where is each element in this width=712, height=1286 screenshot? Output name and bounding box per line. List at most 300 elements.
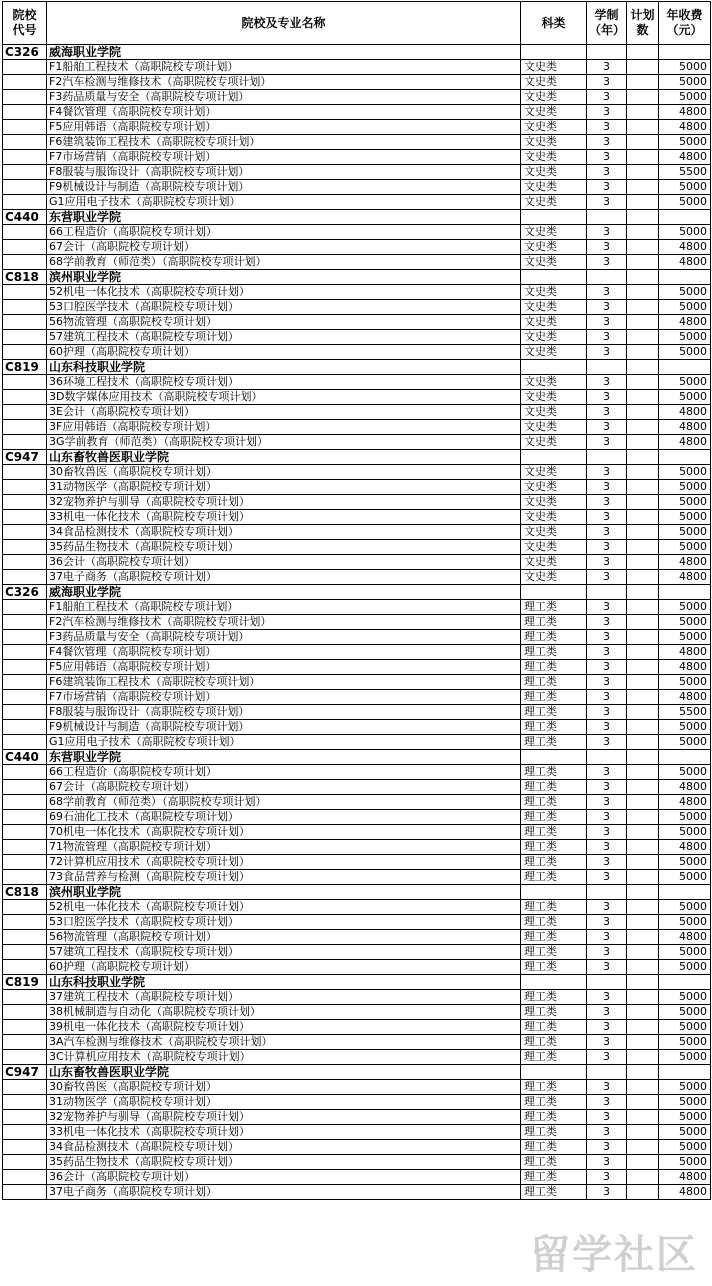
major-row: [3, 1140, 711, 1155]
major-years: 3: [587, 1185, 627, 1200]
major-type: 文史类: [521, 540, 587, 555]
years-cell-empty: [587, 975, 627, 990]
major-years: 3: [587, 150, 627, 165]
major-type: 理工类: [521, 630, 587, 645]
code-cell-empty: [3, 1095, 47, 1110]
major-plan: [627, 675, 659, 690]
major-fee: 5000: [659, 765, 711, 780]
fee-cell-empty: [659, 450, 711, 465]
major-fee: 5000: [659, 1095, 711, 1110]
major-name: 3G学前教育（师范类）（高职院校专项计划）: [47, 435, 521, 450]
major-fee: 5000: [659, 1050, 711, 1065]
school-name: 山东科技职业学院: [47, 975, 521, 990]
major-plan: [627, 555, 659, 570]
major-plan: [627, 1185, 659, 1200]
major-years: 3: [587, 900, 627, 915]
admission-plan-table: [2, 1, 711, 1200]
major-years: 3: [587, 765, 627, 780]
major-plan: [627, 930, 659, 945]
major-row: [3, 795, 711, 810]
major-plan: [627, 255, 659, 270]
major-fee: 4800: [659, 1185, 711, 1200]
major-plan: [627, 810, 659, 825]
major-plan: [627, 510, 659, 525]
major-years: 3: [587, 1095, 627, 1110]
major-name: 66工程造价（高职院校专项计划）: [47, 225, 521, 240]
code-cell-empty: [3, 405, 47, 420]
major-type: 文史类: [521, 90, 587, 105]
major-name: 34食品检测技术（高职院校专项计划）: [47, 1140, 521, 1155]
major-plan: [627, 135, 659, 150]
major-fee: 5500: [659, 705, 711, 720]
major-name: 3C计算机应用技术（高职院校专项计划）: [47, 1050, 521, 1065]
major-name: 60护理（高职院校专项计划）: [47, 345, 521, 360]
code-cell-empty: [3, 1005, 47, 1020]
major-years: 3: [587, 720, 627, 735]
major-fee: 5000: [659, 990, 711, 1005]
major-type: 理工类: [521, 1050, 587, 1065]
major-name: G1应用电子技术（高职院校专项计划）: [47, 195, 521, 210]
school-row: [3, 360, 711, 375]
major-years: 3: [587, 615, 627, 630]
major-plan: [627, 240, 659, 255]
major-row: [3, 645, 711, 660]
code-cell-empty: [3, 960, 47, 975]
major-fee: 5000: [659, 330, 711, 345]
major-plan: [627, 285, 659, 300]
major-row: [3, 720, 711, 735]
major-name: F8服装与服饰设计（高职院校专项计划）: [47, 165, 521, 180]
major-type: 文史类: [521, 420, 587, 435]
major-type: 文史类: [521, 195, 587, 210]
code-cell-empty: [3, 945, 47, 960]
code-cell-empty: [3, 120, 47, 135]
code-cell-empty: [3, 195, 47, 210]
type-cell-empty: [521, 45, 587, 60]
major-row: [3, 1185, 711, 1200]
code-cell-empty: [3, 1170, 47, 1185]
code-cell-empty: [3, 1140, 47, 1155]
fee-cell-empty: [659, 975, 711, 990]
major-row: [3, 105, 711, 120]
code-cell-empty: [3, 795, 47, 810]
major-type: 理工类: [521, 765, 587, 780]
major-plan: [627, 330, 659, 345]
major-years: 3: [587, 330, 627, 345]
major-row: [3, 255, 711, 270]
major-plan: [627, 870, 659, 885]
code-cell-empty: [3, 660, 47, 675]
major-plan: [627, 735, 659, 750]
major-years: 3: [587, 300, 627, 315]
school-name: 东营职业学院: [47, 210, 521, 225]
school-code: C947: [3, 450, 47, 465]
major-type: 文史类: [521, 255, 587, 270]
school-code: C326: [3, 585, 47, 600]
major-years: 3: [587, 345, 627, 360]
major-name: 67会计（高职院校专项计划）: [47, 240, 521, 255]
major-row: [3, 990, 711, 1005]
major-name: 37电子商务（高职院校专项计划）: [47, 1185, 521, 1200]
major-row: [3, 1125, 711, 1140]
major-years: 3: [587, 945, 627, 960]
major-type: 理工类: [521, 1005, 587, 1020]
major-fee: 5000: [659, 735, 711, 750]
code-cell-empty: [3, 1035, 47, 1050]
major-years: 3: [587, 855, 627, 870]
major-name: 31动物医学（高职院校专项计划）: [47, 1095, 521, 1110]
major-name: 56物流管理（高职院校专项计划）: [47, 315, 521, 330]
major-name: 52机电一体化技术（高职院校专项计划）: [47, 285, 521, 300]
major-fee: 4800: [659, 1170, 711, 1185]
major-fee: 4800: [659, 690, 711, 705]
major-type: 文史类: [521, 525, 587, 540]
major-fee: 5000: [659, 1155, 711, 1170]
major-years: 3: [587, 165, 627, 180]
school-code: C819: [3, 975, 47, 990]
code-cell-empty: [3, 930, 47, 945]
code-cell-empty: [3, 1155, 47, 1170]
major-years: 3: [587, 390, 627, 405]
major-type: 文史类: [521, 225, 587, 240]
code-cell-empty: [3, 165, 47, 180]
major-row: [3, 705, 711, 720]
major-type: 理工类: [521, 840, 587, 855]
major-years: 3: [587, 60, 627, 75]
code-cell-empty: [3, 375, 47, 390]
major-name: F9机械设计与制造（高职院校专项计划）: [47, 720, 521, 735]
code-cell-empty: [3, 315, 47, 330]
major-type: 文史类: [521, 315, 587, 330]
school-code: C818: [3, 885, 47, 900]
major-plan: [627, 390, 659, 405]
major-years: 3: [587, 960, 627, 975]
school-name: 滨州职业学院: [47, 885, 521, 900]
major-years: 3: [587, 990, 627, 1005]
major-fee: 5000: [659, 300, 711, 315]
major-fee: 5000: [659, 1125, 711, 1140]
code-cell-empty: [3, 690, 47, 705]
major-type: 文史类: [521, 510, 587, 525]
school-row: [3, 585, 711, 600]
major-row: [3, 495, 711, 510]
major-name: 68学前教育（师范类）（高职院校专项计划）: [47, 795, 521, 810]
major-type: 理工类: [521, 1125, 587, 1140]
fee-cell-empty: [659, 210, 711, 225]
major-row: [3, 840, 711, 855]
major-type: 文史类: [521, 390, 587, 405]
major-fee: 5000: [659, 1140, 711, 1155]
major-fee: 5000: [659, 480, 711, 495]
major-years: 3: [587, 645, 627, 660]
major-row: [3, 825, 711, 840]
major-name: 31动物医学（高职院校专项计划）: [47, 480, 521, 495]
major-row: [3, 945, 711, 960]
school-name: 威海职业学院: [47, 585, 521, 600]
code-cell-empty: [3, 705, 47, 720]
major-type: 理工类: [521, 1140, 587, 1155]
code-cell-empty: [3, 615, 47, 630]
code-cell-empty: [3, 540, 47, 555]
major-years: 3: [587, 705, 627, 720]
major-fee: 4800: [659, 105, 711, 120]
school-row: [3, 270, 711, 285]
major-years: 3: [587, 525, 627, 540]
major-row: [3, 60, 711, 75]
major-plan: [627, 1020, 659, 1035]
major-name: 32宠物养护与驯导（高职院校专项计划）: [47, 495, 521, 510]
major-years: 3: [587, 1155, 627, 1170]
major-row: [3, 690, 711, 705]
major-years: 3: [587, 375, 627, 390]
major-type: 文史类: [521, 405, 587, 420]
major-name: 38机械制造与自动化（高职院校专项计划）: [47, 1005, 521, 1020]
major-row: [3, 765, 711, 780]
major-plan: [627, 1005, 659, 1020]
major-plan: [627, 705, 659, 720]
code-cell-empty: [3, 810, 47, 825]
major-name: 35药品生物技术（高职院校专项计划）: [47, 1155, 521, 1170]
major-type: 文史类: [521, 480, 587, 495]
major-fee: 5000: [659, 720, 711, 735]
major-row: [3, 1110, 711, 1125]
major-type: 理工类: [521, 1185, 587, 1200]
school-name: 山东畜牧兽医职业学院: [47, 1065, 521, 1080]
major-type: 理工类: [521, 1035, 587, 1050]
major-type: 文史类: [521, 150, 587, 165]
major-fee: 4800: [659, 255, 711, 270]
major-type: 理工类: [521, 915, 587, 930]
type-cell-empty: [521, 885, 587, 900]
major-type: 理工类: [521, 825, 587, 840]
major-row: [3, 1050, 711, 1065]
code-cell-empty: [3, 735, 47, 750]
major-fee: 5000: [659, 960, 711, 975]
major-fee: 4800: [659, 840, 711, 855]
major-years: 3: [587, 1005, 627, 1020]
major-fee: 5000: [659, 1035, 711, 1050]
major-fee: 5000: [659, 1005, 711, 1020]
code-cell-empty: [3, 645, 47, 660]
major-fee: 4800: [659, 555, 711, 570]
major-row: [3, 480, 711, 495]
major-row: [3, 570, 711, 585]
major-fee: 4800: [659, 645, 711, 660]
major-name: 33机电一体化技术（高职院校专项计划）: [47, 1125, 521, 1140]
major-name: F4餐饮管理（高职院校专项计划）: [47, 645, 521, 660]
major-fee: 5000: [659, 390, 711, 405]
major-row: [3, 510, 711, 525]
major-fee: 5000: [659, 810, 711, 825]
major-years: 3: [587, 660, 627, 675]
major-fee: 4800: [659, 120, 711, 135]
major-years: 3: [587, 510, 627, 525]
major-years: 3: [587, 405, 627, 420]
plan-cell-empty: [627, 210, 659, 225]
major-name: 52机电一体化技术（高职院校专项计划）: [47, 900, 521, 915]
school-name: 山东畜牧兽医职业学院: [47, 450, 521, 465]
major-years: 3: [587, 495, 627, 510]
school-name: 威海职业学院: [47, 45, 521, 60]
school-row: [3, 210, 711, 225]
major-plan: [627, 1080, 659, 1095]
major-years: 3: [587, 180, 627, 195]
major-plan: [627, 1155, 659, 1170]
major-name: 60护理（高职院校专项计划）: [47, 960, 521, 975]
code-cell-empty: [3, 825, 47, 840]
major-type: 文史类: [521, 435, 587, 450]
major-fee: 5000: [659, 225, 711, 240]
major-plan: [627, 90, 659, 105]
code-cell-empty: [3, 870, 47, 885]
code-cell-empty: [3, 900, 47, 915]
watermark: 留学社区: [530, 1232, 698, 1278]
major-name: 37电子商务（高职院校专项计划）: [47, 570, 521, 585]
major-type: 理工类: [521, 780, 587, 795]
years-cell-empty: [587, 210, 627, 225]
major-plan: [627, 315, 659, 330]
school-row: [3, 450, 711, 465]
major-fee: 5000: [659, 675, 711, 690]
major-type: 理工类: [521, 1095, 587, 1110]
major-type: 文史类: [521, 555, 587, 570]
major-row: [3, 150, 711, 165]
code-cell-empty: [3, 1125, 47, 1140]
major-fee: 5000: [659, 525, 711, 540]
major-name: 32宠物养护与驯导（高职院校专项计划）: [47, 1110, 521, 1125]
school-name: 山东科技职业学院: [47, 360, 521, 375]
major-type: 理工类: [521, 675, 587, 690]
school-row: [3, 45, 711, 60]
header-type: 科类: [521, 2, 587, 45]
major-plan: [627, 60, 659, 75]
major-fee: 5000: [659, 855, 711, 870]
major-years: 3: [587, 1110, 627, 1125]
major-type: 理工类: [521, 615, 587, 630]
major-name: F8服装与服饰设计（高职院校专项计划）: [47, 705, 521, 720]
major-fee: 5000: [659, 1110, 711, 1125]
major-plan: [627, 405, 659, 420]
table-header: [3, 2, 711, 45]
major-plan: [627, 720, 659, 735]
code-cell-empty: [3, 1020, 47, 1035]
plan-cell-empty: [627, 360, 659, 375]
school-code: C440: [3, 750, 47, 765]
type-cell-empty: [521, 360, 587, 375]
type-cell-empty: [521, 975, 587, 990]
major-row: [3, 675, 711, 690]
code-cell-empty: [3, 345, 47, 360]
major-plan: [627, 690, 659, 705]
major-name: G1应用电子技术（高职院校专项计划）: [47, 735, 521, 750]
major-plan: [627, 225, 659, 240]
years-cell-empty: [587, 270, 627, 285]
major-name: F1船舶工程技术（高职院校专项计划）: [47, 600, 521, 615]
major-years: 3: [587, 825, 627, 840]
major-type: 文史类: [521, 75, 587, 90]
major-plan: [627, 345, 659, 360]
major-plan: [627, 765, 659, 780]
major-name: 3A汽车检测与维修技术（高职院校专项计划）: [47, 1035, 521, 1050]
major-name: F5应用韩语（高职院校专项计划）: [47, 120, 521, 135]
plan-cell-empty: [627, 750, 659, 765]
code-cell-empty: [3, 390, 47, 405]
school-code: C440: [3, 210, 47, 225]
major-name: F5应用韩语（高职院校专项计划）: [47, 660, 521, 675]
major-years: 3: [587, 1080, 627, 1095]
major-type: 文史类: [521, 570, 587, 585]
major-fee: 5000: [659, 915, 711, 930]
code-cell-empty: [3, 990, 47, 1005]
major-fee: 5500: [659, 165, 711, 180]
major-type: 文史类: [521, 120, 587, 135]
major-fee: 5000: [659, 870, 711, 885]
major-fee: 5000: [659, 90, 711, 105]
major-fee: 4800: [659, 795, 711, 810]
major-name: F6建筑装饰工程技术（高职院校专项计划）: [47, 135, 521, 150]
major-fee: 5000: [659, 900, 711, 915]
major-name: 57建筑工程技术（高职院校专项计划）: [47, 330, 521, 345]
major-plan: [627, 945, 659, 960]
major-plan: [627, 1170, 659, 1185]
major-years: 3: [587, 285, 627, 300]
plan-cell-empty: [627, 450, 659, 465]
school-code: C947: [3, 1065, 47, 1080]
major-years: 3: [587, 840, 627, 855]
major-fee: 5000: [659, 495, 711, 510]
years-cell-empty: [587, 360, 627, 375]
major-years: 3: [587, 555, 627, 570]
major-type: 理工类: [521, 795, 587, 810]
major-years: 3: [587, 105, 627, 120]
major-type: 理工类: [521, 660, 587, 675]
major-row: [3, 120, 711, 135]
major-row: [3, 1155, 711, 1170]
major-name: 3E会计（高职院校专项计划）: [47, 405, 521, 420]
major-plan: [627, 480, 659, 495]
header-years: 学制 （年）: [587, 2, 627, 45]
major-row: [3, 1095, 711, 1110]
major-name: 39机电一体化技术（高职院校专项计划）: [47, 1020, 521, 1035]
major-name: 34食品检测技术（高职院校专项计划）: [47, 525, 521, 540]
code-cell-empty: [3, 420, 47, 435]
fee-cell-empty: [659, 585, 711, 600]
major-name: 56物流管理（高职院校专项计划）: [47, 930, 521, 945]
header-fee: 年收费 （元）: [659, 2, 711, 45]
code-cell-empty: [3, 135, 47, 150]
major-years: 3: [587, 120, 627, 135]
major-row: [3, 465, 711, 480]
code-cell-empty: [3, 255, 47, 270]
major-years: 3: [587, 690, 627, 705]
major-plan: [627, 645, 659, 660]
school-code: C326: [3, 45, 47, 60]
type-cell-empty: [521, 450, 587, 465]
code-cell-empty: [3, 720, 47, 735]
major-years: 3: [587, 780, 627, 795]
major-plan: [627, 615, 659, 630]
major-plan: [627, 105, 659, 120]
code-cell-empty: [3, 525, 47, 540]
major-name: 53口腔医学技术（高职院校专项计划）: [47, 300, 521, 315]
major-fee: 5000: [659, 1020, 711, 1035]
major-plan: [627, 195, 659, 210]
major-fee: 4800: [659, 780, 711, 795]
major-years: 3: [587, 465, 627, 480]
major-row: [3, 405, 711, 420]
major-type: 理工类: [521, 1110, 587, 1125]
major-fee: 5000: [659, 195, 711, 210]
